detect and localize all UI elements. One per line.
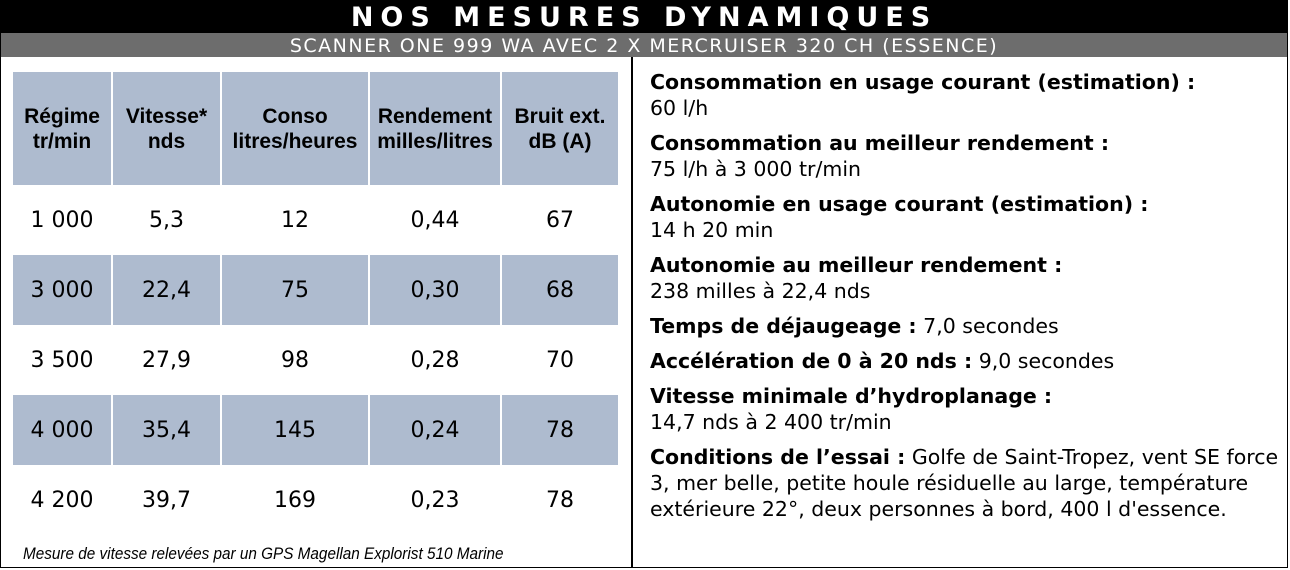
table-cell: 0,28 [370, 325, 502, 395]
spec-dejaugeage [650, 313, 1280, 339]
table-cell: 22,4 [113, 255, 222, 325]
column-header-regime [13, 72, 113, 185]
header-line: milles/litres [377, 129, 493, 153]
specs-list [650, 69, 1280, 531]
spec-label: Consommation en usage courant (estimation) : [650, 70, 1196, 94]
footnote: Mesure de vitesse relevées par un GPS Magellan Explorist 510 Marine [23, 544, 504, 563]
table-cell: 0,23 [370, 465, 502, 535]
spec-autonomie-courante [650, 191, 1280, 243]
table-cell: 0,30 [370, 255, 502, 325]
table-cell: 169 [222, 465, 370, 535]
specs-panel [631, 57, 1287, 567]
spec-value: 9,0 secondes [978, 349, 1115, 373]
column-header-bruit [502, 72, 618, 185]
column-header-rendement [370, 72, 502, 185]
table-cell: 67 [546, 207, 574, 233]
spec-value: 14 h 20 min [650, 218, 774, 242]
spec-label: Consommation au meilleur rendement : [650, 131, 1110, 155]
table-row [13, 255, 618, 325]
header-line: Conso [262, 104, 328, 128]
header-line: tr/min [32, 129, 92, 153]
header-line: nds [147, 129, 186, 153]
table-cell: 98 [222, 325, 370, 395]
table-header-row [13, 72, 618, 185]
table-row [13, 395, 618, 465]
column-header-vitesse [113, 72, 222, 185]
table-cell: 3 000 [13, 255, 113, 325]
spec-label: Vitesse minimale d’hydroplanage : [650, 384, 1053, 408]
spec-label: Conditions de l’essai : [650, 445, 906, 469]
table-cell: 70 [546, 347, 574, 373]
table-cell: 4 200 [13, 465, 113, 535]
spec-conditions [650, 444, 1280, 522]
page-title: NOS MESURES DYNAMIQUES [1, 1, 1287, 33]
table-cell: 0,24 [370, 395, 502, 465]
spec-value: 14,7 nds à 2 400 tr/min [650, 410, 892, 434]
spec-label: Accélération de 0 à 20 nds : [650, 349, 973, 373]
measurements-table [13, 72, 618, 535]
spec-label: Autonomie en usage courant (estimation) : [650, 192, 1149, 216]
header-line: dB (A) [528, 129, 592, 153]
spec-value: 238 milles à 22,4 nds [650, 279, 871, 303]
spec-value: 60 l/h [650, 96, 709, 120]
spec-value: 75 l/h à 3 000 tr/min [650, 157, 862, 181]
spec-value: 7,0 secondes [923, 314, 1059, 338]
spec-hydroplanage [650, 383, 1280, 435]
spec-value: Golfe de Saint-Tropez, vent SE force 3, mer belle, petite houle résiduelle au large, température extérieure 22°, deux personnes à bord, 400 l d'essence. [650, 445, 1279, 521]
header-line: Vitesse* [125, 104, 208, 128]
spec-autonomie-meilleur [650, 252, 1280, 304]
spec-consommation-courante [650, 69, 1280, 121]
spec-consommation-meilleur [650, 130, 1280, 182]
table-cell: 12 [222, 185, 370, 255]
table-cell: 75 [222, 255, 370, 325]
table-cell: 5,3 [113, 185, 222, 255]
header-line: litres/heures [232, 129, 358, 153]
table-cell: 35,4 [113, 395, 222, 465]
table-cell: 27,9 [113, 325, 222, 395]
table-cell: 1 000 [13, 185, 113, 255]
table-row [13, 185, 618, 255]
spec-acceleration [650, 348, 1280, 374]
header-line: Rendement [377, 104, 493, 128]
table-cell: 68 [502, 255, 618, 325]
table-cell: 4 000 [13, 395, 113, 465]
header-line: Bruit ext. [514, 104, 606, 128]
table-cell: 0,44 [370, 185, 502, 255]
table-cell: 3 500 [13, 325, 113, 395]
table-cell: 78 [546, 487, 574, 513]
table-cell: 78 [502, 395, 618, 465]
table-row [13, 465, 618, 535]
table-cell: 39,7 [113, 465, 222, 535]
column-header-conso [222, 72, 370, 185]
table-cell: 145 [222, 395, 370, 465]
header-line: Régime [24, 104, 100, 128]
table-row [13, 325, 618, 395]
spec-label: Temps de déjaugeage : [650, 314, 917, 338]
page-subtitle: SCANNER ONE 999 WA AVEC 2 X MERCRUISER 320 CH (ESSENCE) [1, 33, 1287, 57]
spec-label: Autonomie au meilleur rendement : [650, 253, 1063, 277]
measurements-panel [1, 57, 631, 567]
